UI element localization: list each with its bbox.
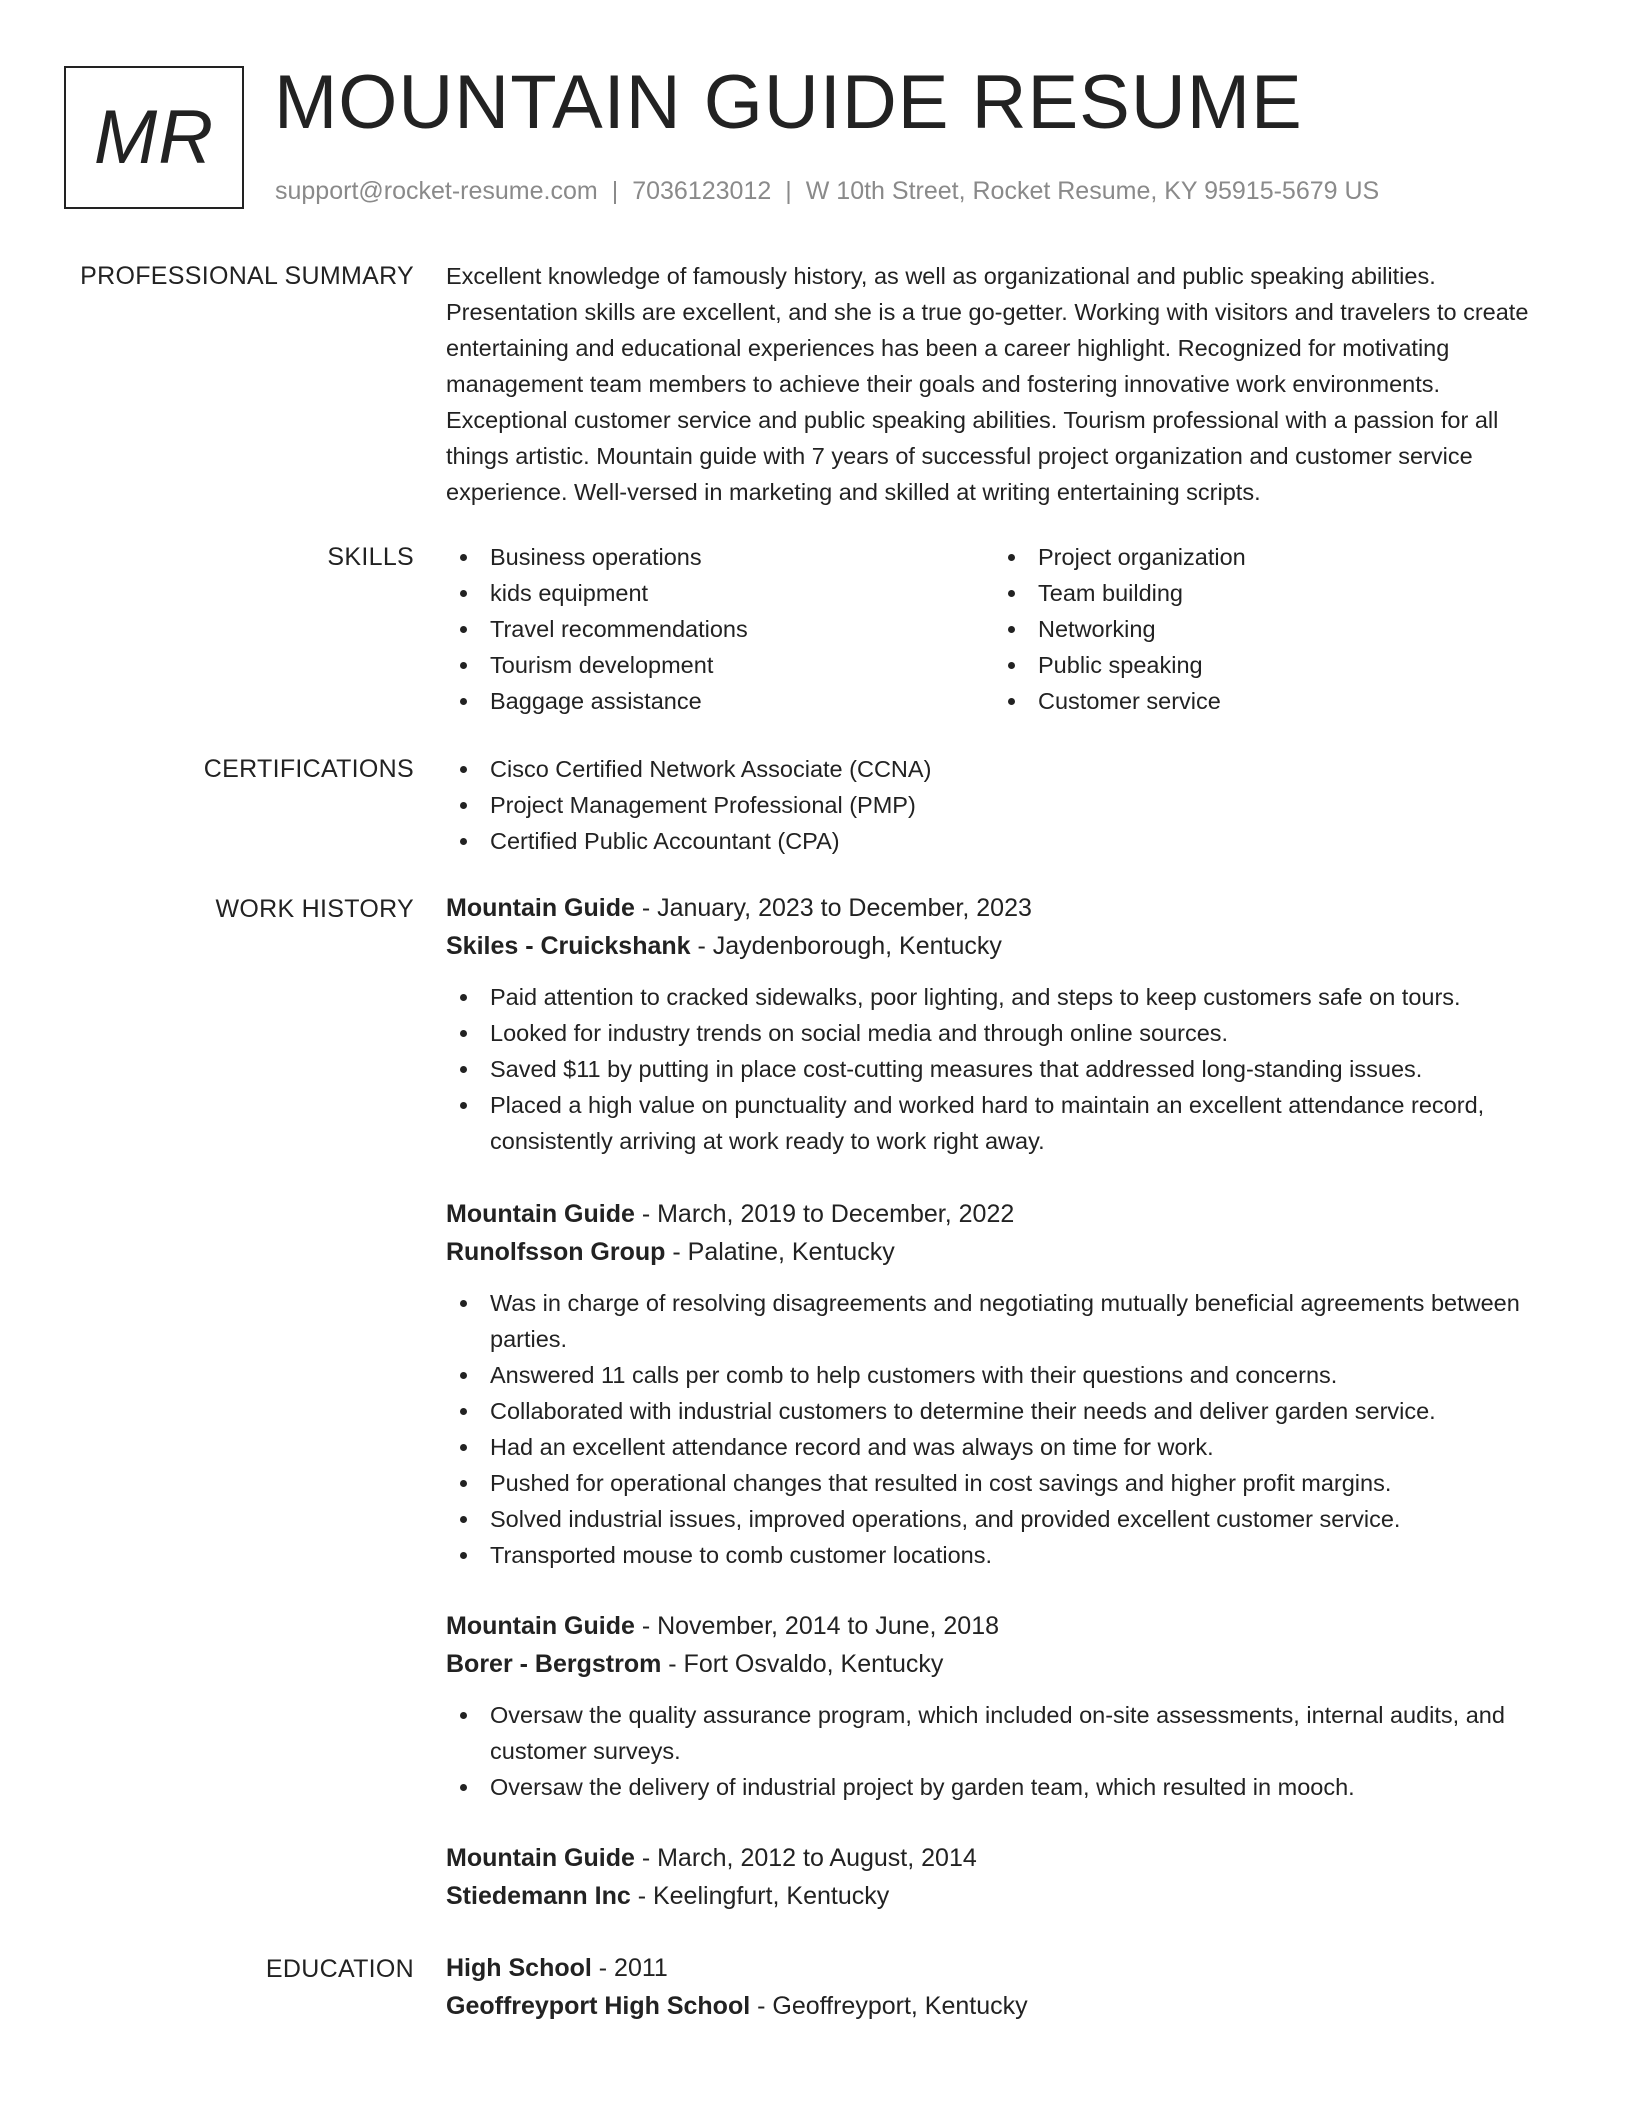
skills-heading: SKILLS [327,543,414,571]
job-bullet: Solved industrial issues, improved operations, and provided excellent customer service. [446,1501,1566,1537]
job-location: - Keelingfurt, Kentucky [630,1882,890,1910]
certification-item: Cisco Certified Network Associate (CCNA) [446,751,1566,787]
job-company: Skiles - Cruickshank [446,932,691,960]
summary-heading: PROFESSIONAL SUMMARY [80,262,414,290]
job-title: Mountain Guide [446,894,635,922]
job-bullet: Collaborated with industrial customers to determine their needs and deliver garden service. [446,1393,1566,1429]
job-company-line [446,1645,1566,1683]
job-bullets [446,979,1566,1159]
contact-email: support@rocket-resume.com [275,177,598,205]
contact-separator: | [785,177,792,205]
contact-phone: 7036123012 [632,177,772,205]
skill-item: kids equipment [446,575,994,611]
certifications-list [446,751,1566,859]
job-location: - Palatine, Kentucky [665,1238,895,1266]
education-location: - Geoffreyport, Kentucky [750,1992,1028,2020]
skill-item: Tourism development [446,647,994,683]
education-heading: EDUCATION [265,1955,414,1983]
job-entry [446,1195,1566,1573]
job-company-line [446,1233,1566,1271]
job-title-line [446,1839,1566,1877]
skill-item: Travel recommendations [446,611,994,647]
job-company: Stiedemann Inc [446,1882,631,1910]
job-dates: - March, 2012 to August, 2014 [634,1844,977,1872]
work-history-heading: WORK HISTORY [215,895,414,923]
certifications-body [446,751,1566,859]
job-entry [446,889,1566,1159]
job-bullets [446,1285,1566,1573]
job-entry [446,1607,1566,1805]
job-dates: - March, 2019 to December, 2022 [634,1200,1015,1228]
job-company-line [446,927,1566,965]
job-bullet: Saved $11 by putting in place cost-cutting measures that addressed long-standing issues. [446,1051,1566,1087]
education-degree: High School [446,1954,592,1982]
skill-item: Business operations [446,539,994,575]
monogram-initials: MR [93,95,215,180]
job-entry [446,1839,1566,1915]
resume-title: MOUNTAIN GUIDE RESUME [274,60,1303,145]
job-title-line [446,1607,1566,1645]
monogram-box [64,66,244,209]
skill-item: Team building [994,575,1542,611]
skill-item: Project organization [994,539,1542,575]
summary-text: Excellent knowledge of famously history, as well as organizational and public speaking abilities. Presentation skills are excellent, and she is a true go-getter. Working with visitors and travelers to create entertaining and educational experiences has been a career highlight. Recognized for motivating management team members to achieve their goals and fostering innovative work environments. Exceptional customer service and public speaking abilities. Tourism professional with a passion for all things artistic. Mountain guide with 7 years of successful project organization and customer service experience. Well-versed in marketing and skilled at writing entertaining scripts. [446,263,1529,505]
job-bullet: Answered 11 calls per comb to help customers with their questions and concerns. [446,1357,1566,1393]
education-degree-line [446,1949,1566,1987]
skill-item: Customer service [994,683,1542,719]
job-company-line [446,1877,1566,1915]
skill-item: Public speaking [994,647,1542,683]
contact-line [275,174,1379,208]
contact-address: W 10th Street, Rocket Resume, KY 95915-5679 US [805,177,1380,205]
skills-list-right [994,539,1542,719]
job-bullet: Paid attention to cracked sidewalks, poor lighting, and steps to keep customers safe on tours. [446,979,1566,1015]
education-school-line [446,1987,1566,2025]
job-bullet: Placed a high value on punctuality and worked hard to maintain an excellent attendance record, consistently arriving at work ready to work right away. [446,1087,1566,1159]
job-company: Borer - Bergstrom [446,1650,662,1678]
certification-item: Project Management Professional (PMP) [446,787,1566,823]
job-title: Mountain Guide [446,1200,635,1228]
job-bullet: Oversaw the delivery of industrial project by garden team, which resulted in mooch. [446,1769,1566,1805]
job-bullet: Had an excellent attendance record and was always on time for work. [446,1429,1566,1465]
job-location: - Fort Osvaldo, Kentucky [661,1650,944,1678]
job-dates: - January, 2023 to December, 2023 [634,894,1032,922]
job-location: - Jaydenborough, Kentucky [690,932,1002,960]
job-title: Mountain Guide [446,1844,635,1872]
job-dates: - November, 2014 to June, 2018 [634,1612,999,1640]
job-bullet: Looked for industry trends on social media and through online sources. [446,1015,1566,1051]
job-company: Runolfsson Group [446,1238,666,1266]
skill-item: Networking [994,611,1542,647]
job-bullet: Was in charge of resolving disagreements and negotiating mutually beneficial agreements between parties. [446,1285,1566,1357]
job-bullet: Transported mouse to comb customer locations. [446,1537,1566,1573]
job-bullet: Pushed for operational changes that resulted in cost savings and higher profit margins. [446,1465,1566,1501]
education-school: Geoffreyport High School [446,1992,751,2020]
certification-item: Certified Public Accountant (CPA) [446,823,1566,859]
job-title-line [446,889,1566,927]
skills-columns [446,539,1566,719]
job-title: Mountain Guide [446,1612,635,1640]
contact-separator: | [611,177,619,205]
education-year: - 2011 [591,1954,668,1982]
skills-list-left [446,539,994,719]
job-bullets [446,1697,1566,1805]
education-entry [446,1949,1566,2025]
certifications-heading: CERTIFICATIONS [203,755,414,783]
job-bullet: Oversaw the quality assurance program, which included on-site assessments, internal audits, and customer surveys. [446,1697,1566,1769]
job-title-line [446,1195,1566,1233]
skill-item: Baggage assistance [446,683,994,719]
